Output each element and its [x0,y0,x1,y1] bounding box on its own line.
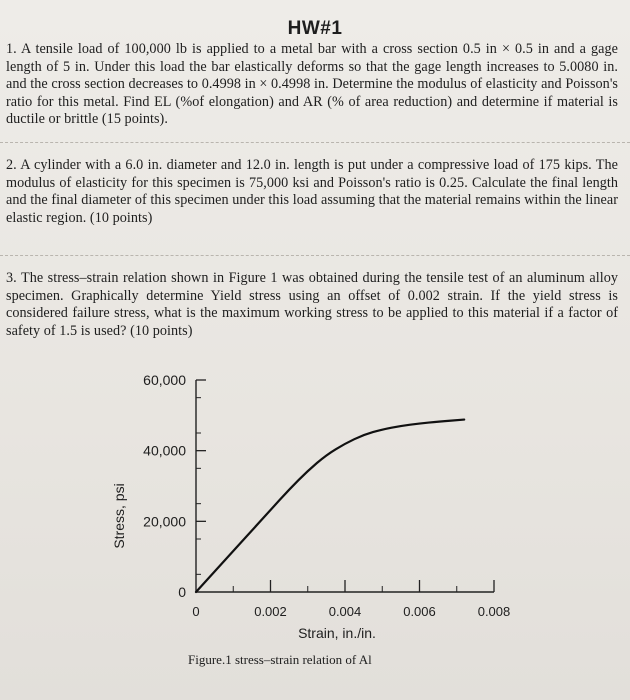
x-tick-label: 0.002 [254,604,287,619]
y-axis-label: Stress, psi [111,483,127,549]
figure-caption: Figure.1 stress–strain relation of Al [188,652,372,667]
x-tick-label: 0.006 [403,604,436,619]
y-tick-label: 0 [178,584,186,600]
page-title: HW#1 [287,18,343,39]
problem-3-text: 3. The stress–strain relation shown in Figure 1 was obtained during the tensile test of an aluminum alloy specimen. Graphically determine Yield stress using an offset of 0.002 strain. If the yield stress is considered failure stress, what is the maximum working stress to be applied to this material if a factor of safety of 1.5 is used? (10 points) [6,270,618,339]
x-tick-label: 0 [192,604,200,619]
x-tick-label: 0.004 [328,604,362,619]
problem-1-text: 1. A tensile load of 100,000 lb is applied to a metal bar with a cross section 0.5 in × 0.5 in and a gage length of 5 in. Under this load the bar elastically deforms so that the gage length increases to 5.0080 in. and the cross section decreases to 0.4998 in × 0.4998 in. Determine the modulus of elasticity and Poisson's ratio for this metal. Find EL (%of elongation) and AR (% of area reduction) and determine if material is ductile or brittle (15 points). [6,41,618,127]
problem-2-text: 2. A cylinder with a 6.0 in. diameter and 12.0 in. length is put under a compressive load of 175 kips. The modulus of elasticity for this specimen is 75,000 ksi and Poisson's ratio is 0.25. Calculate the final length and the final diameter of this specimen under this load assuming that the material remains within the linear elastic region. (10 points) [6,157,618,226]
y-tick-label: 40,000 [143,442,186,459]
stress-strain-curve [196,420,464,592]
x-tick-label: 0.008 [477,604,511,619]
y-tick-label: 60,000 [143,372,186,388]
y-tick-label: 20,000 [143,513,186,530]
x-axis-label: Strain, in./in. [298,625,376,641]
